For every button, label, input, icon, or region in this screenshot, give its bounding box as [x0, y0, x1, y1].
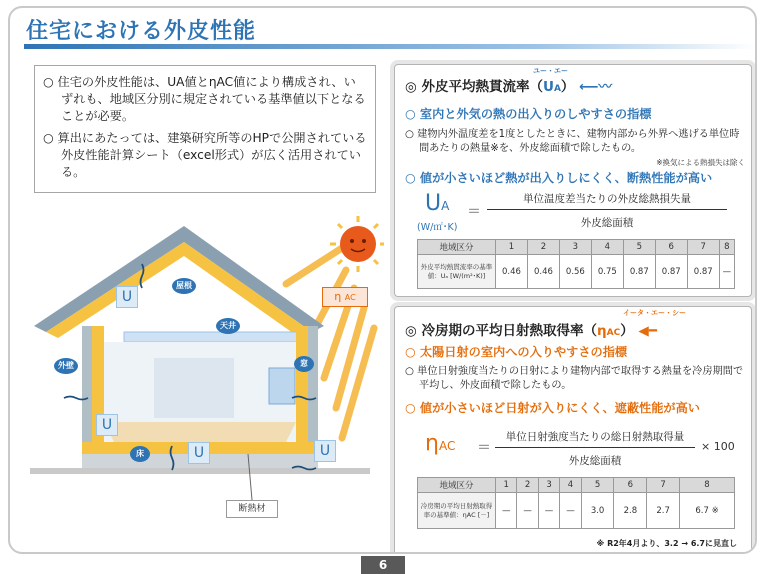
- ua-values-table: 地域区分 1 2 3 4 5 6 7 8 外皮平均熱貫流率の基準値：Uₐ [W/(m²･K)] 0.46 0.46 0.56 0.75 0.87 0.87 0.87 —: [417, 239, 735, 289]
- ua-point-1: ○ 室内と外気の熱の出入りのしやすさの指標: [405, 107, 652, 121]
- house-illustration: [24, 208, 384, 538]
- wall-label: 外壁: [54, 358, 78, 374]
- table-header-label: 地域区分: [418, 240, 496, 255]
- table-row-label: 冷房期の平均日射熱取得率の基準値：ηAC [－]: [418, 493, 496, 529]
- eta-point-1: ○ 太陽日射の室内への入りやすさの指標: [405, 345, 628, 359]
- window-label: 窓: [294, 356, 314, 372]
- ceiling-label: 天井: [216, 318, 240, 334]
- eta-formula-numerator: 単位日射強度当たりの総日射熱取得量: [505, 431, 685, 443]
- ua-formula-denominator: 外皮総面積: [580, 217, 634, 229]
- floor-label: 床: [130, 446, 150, 462]
- arrow-left-icon: ◀━: [638, 323, 657, 339]
- eta-values-table: 地域区分 1 2 3 4 5 6 7 8 冷房期の平均日射熱取得率の基準値：ηAC [－] — — — — 3.0 2.8 2.7 6.7 ※: [417, 477, 735, 529]
- ceiling: [124, 332, 304, 342]
- eta-formula-multiplier: × 100: [701, 440, 735, 453]
- intro-box: [34, 65, 376, 193]
- window: [269, 368, 295, 404]
- ua-formula-symbol: UA: [425, 191, 450, 216]
- insulation-label: 断熱材: [226, 500, 278, 518]
- eta-formula-symbol: ηAC: [425, 431, 456, 456]
- eta-description: ○ 単位日射強度当たりの日射により建物内部で取得する熱量を冷房期間で平均し、外皮面積で除したもの。: [405, 366, 744, 391]
- ua-ruby: ユー・エー: [533, 67, 568, 75]
- eta-ac-marker: η AC: [322, 287, 368, 307]
- ua-panel: [394, 64, 752, 297]
- eta-formula-line: [495, 447, 695, 448]
- eta-heading: ◎ 冷房期の平均日射熱取得率（ηAC） ◀━: [405, 323, 657, 339]
- ua-formula-line: [487, 209, 727, 210]
- ground: [30, 468, 370, 474]
- eta-footnote: ※ R2年4月より、3.2 → 6.7に見直し: [596, 539, 737, 548]
- wave-icon: ⟵〰: [579, 79, 612, 95]
- house-diagram: [24, 208, 384, 538]
- ua-description: ○ 建物内外温度差を1度としたときに、建物内部から外界へ逃げる単位時間あたりの熱量※を、外皮総面積で除したもの。: [405, 129, 740, 154]
- eta-point-2: ○ 値が小さいほど日射が入りにくく、遮蔽性能が高い: [405, 401, 700, 415]
- right-wall-insulation: [296, 326, 308, 446]
- intro-item: ○ 算出にあたっては、建築研究所等のHPで公開されている外皮性能計算シート（excel形式）が広く活用されている。: [43, 131, 367, 179]
- u-marker-wall: U: [96, 414, 118, 436]
- sun-icon: [330, 216, 384, 272]
- ua-formula-eq: ＝: [467, 204, 481, 220]
- interior-wall: [154, 358, 234, 418]
- eta-formula-denominator: 外皮総面積: [568, 455, 622, 467]
- right-wall: [308, 326, 318, 446]
- slide: [8, 6, 757, 554]
- u-marker-floor: U: [188, 442, 210, 464]
- intro-item: ○ 住宅の外皮性能は、UA値とηAC値により構成され、いずれも、地域区分別に規定されている基準値以下となることが必要。: [43, 75, 366, 123]
- ua-point-2: ○ 値が小さいほど熱が出入りしにくく、断熱性能が高い: [405, 171, 713, 185]
- page-title: 住宅における外皮性能: [26, 19, 257, 44]
- ua-heading: ◎ 外皮平均熱貫流率（UA） ⟵〰: [405, 79, 612, 95]
- u-marker-roof: U: [116, 286, 138, 308]
- ua-formula-unit: (W/㎡･K): [417, 222, 458, 233]
- page-number: 6: [361, 556, 405, 574]
- title-underline: [24, 44, 757, 49]
- table-row-label: 外皮平均熱貫流率の基準値：Uₐ [W/(m²･K)]: [418, 255, 496, 289]
- eta-formula-eq: ＝: [477, 440, 491, 456]
- left-wall: [82, 326, 92, 446]
- ua-formula-numerator: 単位温度差当たりの外皮総熱損失量: [523, 193, 691, 205]
- eta-panel: [394, 306, 752, 554]
- floor: [104, 422, 296, 442]
- table-header-label: 地域区分: [418, 478, 496, 493]
- eta-ruby: イータ・エー・シー: [623, 309, 686, 317]
- u-marker-window: U: [314, 440, 336, 462]
- roof-label: 屋根: [172, 278, 196, 294]
- ua-note: ※換気による熱損失は除く: [656, 158, 745, 167]
